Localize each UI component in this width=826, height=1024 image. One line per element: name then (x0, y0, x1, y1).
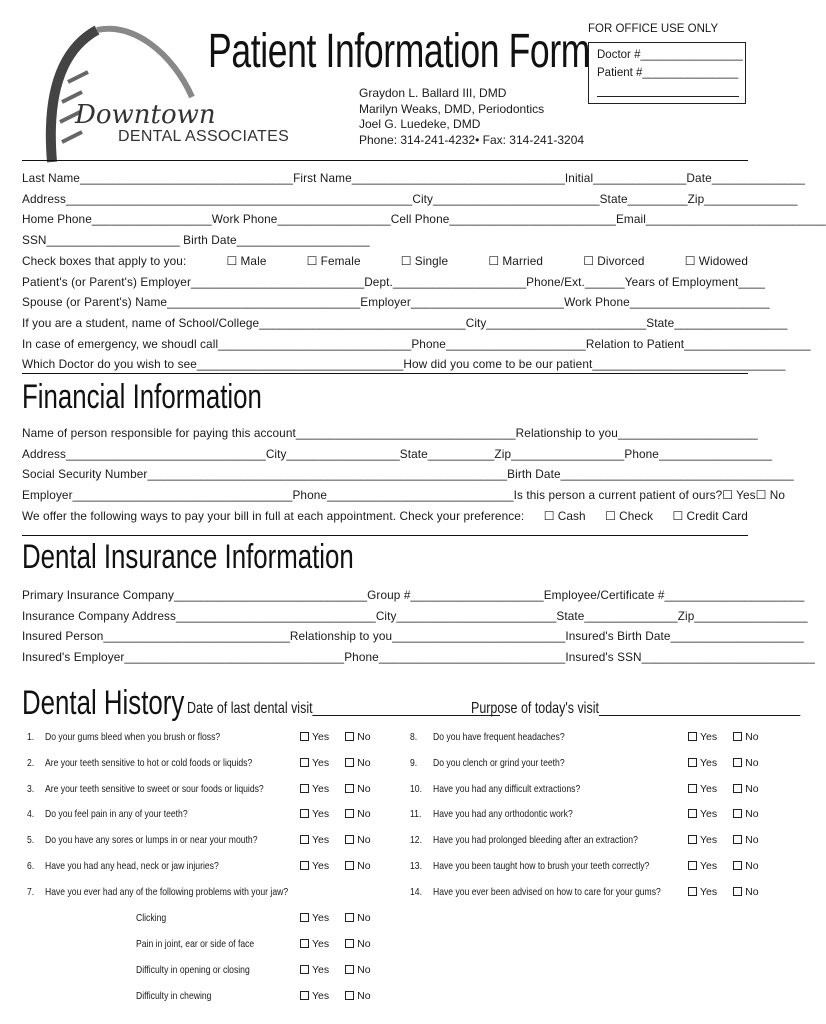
doctor-list (359, 86, 584, 148)
checkbox-option[interactable]: ☐ Cash (543, 508, 586, 523)
form-field[interactable]: Phone_________________ (624, 446, 773, 461)
checkbox-option[interactable]: ☐ Male (226, 253, 267, 268)
no-checkbox[interactable] (345, 938, 370, 950)
form-line (22, 467, 794, 482)
form-field[interactable]: Zip_________________ (677, 608, 808, 623)
form-line (22, 650, 815, 665)
form-field[interactable]: Zip_________________ (494, 446, 625, 461)
no-checkbox[interactable] (733, 860, 758, 872)
form-field[interactable]: Social Security Number______________________________________________________ (22, 467, 508, 482)
yes-checkbox[interactable] (300, 938, 329, 950)
form-field[interactable]: City_________________ (265, 446, 400, 461)
question-number: 12. (410, 834, 422, 847)
form-field[interactable]: Address____________________________________________________ (22, 191, 413, 206)
yes-label: Yes (312, 912, 330, 924)
form-field[interactable]: Initial______________ (564, 171, 687, 185)
form-field[interactable]: Years of Employment____ (624, 274, 766, 289)
checkbox-option[interactable]: ☐ Widowed (684, 253, 748, 268)
yes-no-group (688, 808, 759, 820)
yes-label: Yes (700, 731, 718, 743)
office-use-label: FOR OFFICE USE ONLY (588, 23, 719, 35)
form-line (22, 357, 786, 372)
form-field[interactable]: Relationship to you_____________________ (515, 426, 758, 440)
yes-no-group (300, 938, 371, 950)
question-text: Do you have frequent headaches? (433, 731, 565, 743)
form-field[interactable]: Zip______________ (687, 191, 798, 206)
form-field[interactable]: Insured Person____________________________ (22, 629, 290, 644)
history-heading: Dental History (22, 684, 185, 722)
form-field[interactable]: Primary Insurance Company_____________________________ (22, 588, 368, 602)
form-field[interactable]: Relationship to you__________________________ (289, 629, 566, 644)
logo-script-text: Downtown (75, 100, 216, 130)
no-checkbox[interactable] (345, 990, 370, 1002)
yes-checkbox[interactable] (688, 783, 717, 795)
question-text: Do you have any sores or lumps in or near your mouth? (45, 834, 258, 847)
no-label: No (745, 731, 759, 743)
form-field[interactable]: Work Phone_____________________ (564, 295, 770, 310)
no-label: No (357, 990, 371, 1002)
checkbox-option[interactable]: ☐ Married (488, 253, 544, 268)
yes-label: Yes (312, 938, 330, 950)
form-title: Patient Information Form (208, 25, 591, 78)
form-field[interactable]: Dept.____________________ (364, 274, 527, 289)
form-field[interactable]: Is this person a current patient of ours? (513, 488, 723, 503)
no-label: No (745, 885, 759, 898)
question-number: 14. (410, 885, 422, 898)
contact-line: Phone: 314-241-4232• Fax: 314-241-3204 (359, 132, 585, 147)
yes-checkbox[interactable] (688, 886, 717, 898)
yes-no-group (300, 990, 371, 1002)
yes-checkbox[interactable] (688, 731, 717, 743)
doctor-line: Joel G. Luedeke, DMD (359, 117, 481, 131)
doctor-line: Marilyn Weaks, DMD, Periodontics (359, 101, 545, 116)
question-number: 10. (410, 782, 422, 795)
yes-label: Yes (312, 782, 330, 795)
no-label: No (357, 964, 371, 976)
form-field[interactable]: Insured's Birth Date____________________ (565, 629, 804, 644)
form-line (22, 629, 804, 644)
yes-label: Yes (700, 782, 718, 795)
form-line (22, 233, 748, 247)
yes-no-group (300, 808, 371, 820)
yes-label: Yes (700, 756, 718, 769)
no-label: No (357, 860, 371, 872)
form-line (22, 488, 785, 503)
yes-label: Yes (312, 860, 330, 872)
question-text: Have you had prolonged bleeding after an extraction? (433, 834, 638, 847)
no-checkbox[interactable] (345, 834, 370, 846)
form-field[interactable]: Insured's SSN__________________________ (565, 650, 815, 665)
jaw-problem-item: Difficulty in chewing (136, 990, 212, 1002)
no-checkbox[interactable] (733, 731, 758, 743)
yes-no-group (688, 860, 759, 872)
form-field[interactable]: In case of emergency, we shoudl call_____________________________ (22, 336, 412, 351)
form-field[interactable]: City________________________ (375, 608, 557, 623)
form-field[interactable]: How did you come to be our patient_____________________________ (403, 357, 786, 372)
no-label: No (357, 912, 371, 924)
form-field[interactable]: Insured's Employer_________________________________ (22, 650, 345, 665)
question-text: Do your gums bleed when you brush or floss? (45, 731, 221, 743)
yes-no-group (300, 731, 371, 743)
last-visit-field[interactable]: Date of last dental visit___________________________ (187, 700, 500, 717)
no-label: No (745, 808, 759, 821)
form-field[interactable]: Patient's (or Parent's) Employer__________________________ (22, 274, 365, 289)
form-line (22, 254, 748, 268)
form-line (22, 588, 805, 602)
yes-checkbox[interactable] (300, 783, 329, 795)
question-number: 2. (27, 756, 35, 769)
form-field[interactable]: If you are a student, name of School/College_______________________________ (22, 315, 466, 330)
question-text: Do you feel pain in any of your teeth? (45, 808, 188, 821)
no-label: No (357, 938, 371, 950)
question-number: 9. (410, 756, 418, 769)
no-checkbox[interactable] (345, 964, 370, 976)
form-field[interactable]: Employer_________________________________ (22, 488, 293, 503)
no-checkbox[interactable] (733, 834, 758, 846)
yes-checkbox[interactable] (300, 964, 329, 976)
question-text: Have you had any difficult extractions? (433, 782, 581, 795)
question-number: 7. (27, 885, 35, 898)
form-line (22, 446, 773, 461)
no-checkbox[interactable] (345, 860, 370, 872)
question-text: Do you clench or grind your teeth? (433, 756, 565, 769)
yes-no-group (300, 912, 371, 924)
form-line (22, 608, 808, 623)
form-field[interactable]: Cell Phone_________________________ (390, 212, 616, 227)
question-number: 1. (27, 731, 35, 743)
form-field[interactable]: State_________________ (646, 315, 788, 330)
form-line (22, 212, 826, 227)
yes-checkbox[interactable] (300, 990, 329, 1002)
form-field[interactable]: City_________________________ (412, 191, 600, 206)
yes-label: Yes (312, 756, 330, 769)
yes-no-group (688, 886, 759, 898)
no-label: No (357, 756, 371, 769)
form-field[interactable]: Insurance Company Address______________________________ (22, 608, 376, 623)
question-text: Have you ever had any of the following problems with your jaw? (45, 885, 289, 898)
yes-label: Yes (312, 990, 330, 1002)
yes-label: Yes (700, 808, 718, 821)
no-label: No (745, 834, 759, 847)
yes-label: Yes (312, 731, 330, 743)
checkbox-option[interactable]: ☐ Divorced (583, 253, 645, 268)
question-number: 13. (410, 860, 422, 872)
yes-checkbox[interactable] (300, 731, 329, 743)
no-label: No (357, 782, 371, 795)
yes-label: Yes (312, 808, 330, 821)
yes-no-group (300, 834, 371, 846)
office-blank-line[interactable] (597, 96, 739, 97)
form-field[interactable]: Phone____________________________ (292, 488, 514, 503)
yes-label: Yes (312, 834, 330, 847)
yes-checkbox[interactable] (688, 860, 717, 872)
question-text: Have you been taught how to brush your teeth correctly? (433, 860, 650, 872)
form-field[interactable]: Employer_______________________ (360, 295, 565, 310)
yes-checkbox[interactable] (300, 757, 329, 769)
jaw-problem-item: Pain in joint, ear or side of face (136, 938, 255, 950)
form-line (22, 191, 798, 206)
yes-label: Yes (700, 885, 718, 898)
form-field[interactable]: City________________________ (465, 315, 647, 330)
jaw-problem-item: Difficulty in opening or closing (136, 964, 250, 976)
form-field[interactable]: Address______________________________ (22, 446, 266, 461)
checkbox-option[interactable]: ☐ Credit Card (672, 508, 748, 523)
form-field[interactable]: Home Phone__________________ (22, 212, 212, 227)
form-field[interactable]: Which Doctor do you wish to see_______________________________ (22, 357, 404, 372)
form-field[interactable]: Work Phone_________________ (211, 212, 391, 227)
form-line (22, 315, 788, 330)
divider (22, 160, 748, 161)
yes-no-group (300, 964, 371, 976)
checkbox-option[interactable]: ☐ No (755, 488, 785, 503)
form-field[interactable]: Last Name________________________________ (22, 171, 294, 185)
logo-subtitle: DENTAL ASSOCIATES (118, 128, 290, 145)
question-text: Have you had any orthodontic work? (433, 808, 573, 821)
yes-no-group (688, 834, 759, 846)
question-number: 11. (410, 808, 422, 821)
form-field[interactable]: Spouse (or Parent's) Name_____________________________ (22, 295, 361, 310)
form-line (22, 171, 805, 185)
form-line (22, 509, 748, 523)
doctor-number-field[interactable]: Doctor #________________ (597, 49, 743, 61)
question-number: 4. (27, 808, 35, 821)
checkbox-option[interactable]: ☐ Yes (722, 488, 756, 503)
form-field[interactable]: First Name________________________________ (293, 171, 565, 185)
form-field[interactable]: Relation to Patient___________________ (585, 336, 811, 351)
no-checkbox[interactable] (345, 912, 370, 924)
divider (22, 535, 748, 536)
form-field[interactable]: Check boxes that apply to you: (22, 253, 187, 268)
form-line (22, 336, 811, 351)
doctor-line: Graydon L. Ballard III, DMD (359, 86, 507, 100)
question-text: Are your teeth sensitive to hot or cold foods or liquids? (45, 756, 253, 769)
no-checkbox[interactable] (345, 783, 370, 795)
office-use-box (588, 42, 746, 104)
purpose-field[interactable]: Purpose of today's visit_____________________________ (471, 700, 801, 717)
form-line (22, 426, 758, 440)
form-field[interactable]: Group #____________________ (367, 588, 544, 602)
no-checkbox[interactable] (733, 808, 758, 820)
checkbox-option[interactable]: ☐ Female (306, 253, 361, 268)
question-number: 5. (27, 834, 35, 847)
no-label: No (745, 860, 759, 872)
question-number: 8. (410, 731, 418, 743)
divider (22, 373, 748, 374)
form-field[interactable]: Email___________________________ (615, 212, 826, 227)
patient-number-field[interactable]: Patient #_______________ (597, 67, 739, 79)
yes-checkbox[interactable] (300, 912, 329, 924)
form-field[interactable]: Name of person responsible for paying this account_________________________________ (22, 426, 516, 440)
financial-heading: Financial Information (22, 378, 262, 416)
form-line (22, 274, 766, 289)
yes-label: Yes (700, 860, 718, 872)
form-field[interactable]: State_________ (599, 191, 688, 206)
insurance-heading: Dental Insurance Information (22, 538, 354, 576)
form-field[interactable]: Birth Date___________________________________ (507, 467, 794, 482)
yes-no-group (688, 783, 759, 795)
question-text: Have you ever been advised on how to care for your gums? (433, 885, 661, 898)
form-field[interactable]: State______________ (556, 608, 678, 623)
form-field[interactable]: State__________ (399, 446, 495, 461)
no-checkbox[interactable] (733, 757, 758, 769)
yes-no-group (688, 757, 759, 769)
yes-checkbox[interactable] (688, 834, 717, 846)
form-field[interactable]: Phone____________________________ (344, 650, 566, 665)
no-checkbox[interactable] (345, 757, 370, 769)
yes-checkbox[interactable] (688, 757, 717, 769)
form-line (22, 295, 770, 310)
no-label: No (745, 782, 759, 795)
form-field[interactable]: We offer the following ways to pay your bill in full at each appointment. Check your preference: (22, 508, 525, 523)
jaw-problem-item: Clicking (136, 912, 167, 924)
form-field[interactable]: SSN____________________ Birth Date____________________ (22, 233, 370, 248)
no-label: No (357, 834, 371, 847)
yes-no-group (300, 757, 371, 769)
question-text: Are your teeth sensitive to sweet or sour foods or liquids? (45, 782, 264, 795)
no-checkbox[interactable] (345, 731, 370, 743)
no-label: No (357, 808, 371, 821)
no-label: No (357, 731, 371, 743)
form-field[interactable]: Phone_____________________ (411, 336, 586, 351)
yes-no-group (688, 731, 759, 743)
yes-no-group (300, 783, 371, 795)
form-field[interactable]: Date______________ (686, 171, 805, 185)
form-field[interactable]: Employee/Certificate #_____________________ (543, 588, 805, 602)
checkbox-option[interactable]: ☐ Check (605, 508, 654, 523)
yes-no-group (300, 860, 371, 872)
yes-label: Yes (700, 834, 718, 847)
form-field[interactable]: Phone/Ext.______ (526, 274, 625, 289)
question-text: Have you had any head, neck or jaw injuries? (45, 860, 219, 872)
yes-checkbox[interactable] (300, 860, 329, 872)
yes-checkbox[interactable] (300, 808, 329, 820)
no-checkbox[interactable] (733, 783, 758, 795)
no-checkbox[interactable] (733, 886, 758, 898)
yes-checkbox[interactable] (688, 808, 717, 820)
question-number: 6. (27, 860, 35, 872)
yes-checkbox[interactable] (300, 834, 329, 846)
question-number: 3. (27, 782, 35, 795)
no-checkbox[interactable] (345, 808, 370, 820)
yes-label: Yes (312, 964, 330, 976)
checkbox-option[interactable]: ☐ Single (400, 253, 449, 268)
no-label: No (745, 756, 759, 769)
